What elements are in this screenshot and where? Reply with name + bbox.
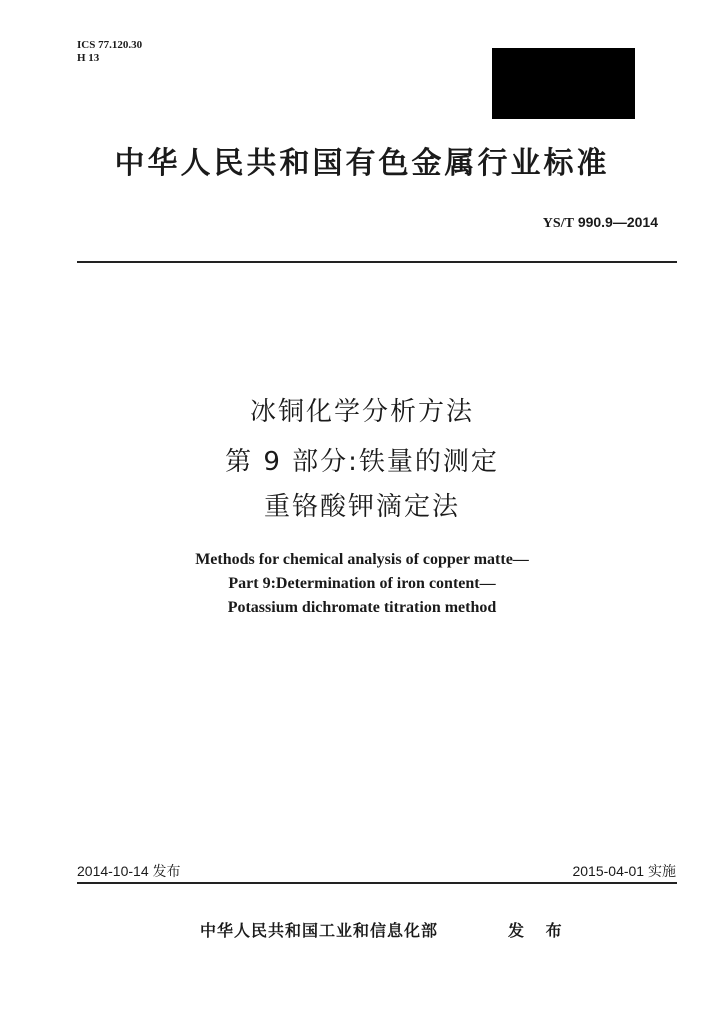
issuing-authority: 中华人民共和国工业和信息化部 [200,921,439,940]
standard-category-title: 中华人民共和国有色金属行业标准 [114,146,610,181]
footer-divider [77,882,677,884]
implementation-date: 2015-04-01 实施 [572,863,676,879]
redaction-box [492,48,635,119]
english-title-line-3: Potassium dichromate titration method [227,599,497,616]
chinese-title-line-1: 冰铜化学分析方法 [249,397,474,427]
ics-code: ICS 77.120.30 [77,39,143,51]
category-code: H 13 [77,52,100,64]
issue-date: 2014-10-14 发布 [77,863,181,879]
issue-label: 发 布 [508,921,570,940]
english-title-line-2: Part 9:Determination of iron content— [228,575,496,592]
chinese-title-line-2: 第 9 部分:铁量的测定 [225,447,499,477]
chinese-title-line-3: 重铬酸钾滴定法 [263,492,460,522]
standard-number-prefix: YS/T [542,216,574,231]
header-divider [77,261,677,263]
standard-number-value: 990.9—2014 [577,214,658,230]
standard-number [543,214,658,232]
english-title-line-1: Methods for chemical analysis of copper matte— [195,551,529,568]
classification-codes [77,39,142,65]
